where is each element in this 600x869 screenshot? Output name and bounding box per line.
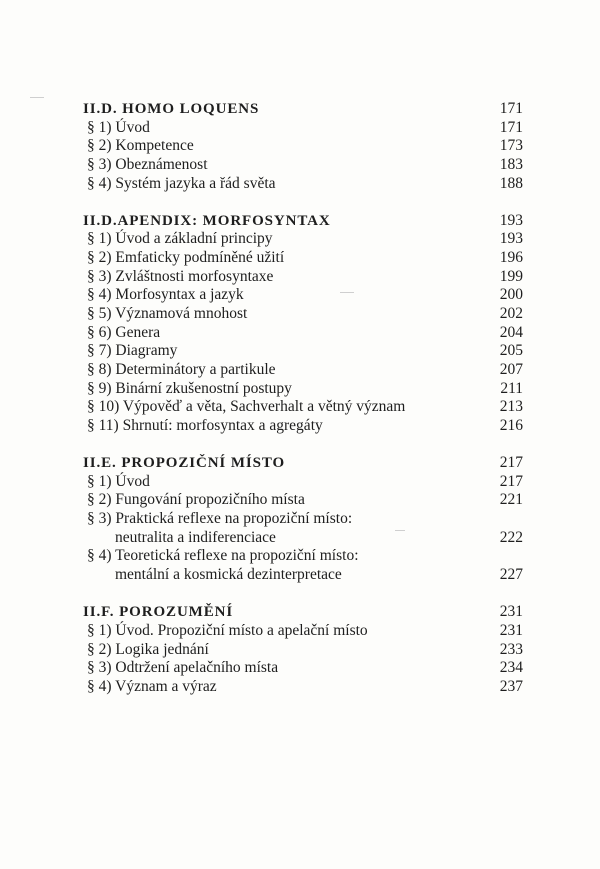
page-number: 217: [499, 454, 523, 472]
entry-title: § 11) Shrnutí: morfosyntax a agregáty: [87, 416, 323, 434]
entry-title: neutralita a indiferenciace: [115, 528, 276, 546]
page-number: 237: [499, 677, 523, 695]
section-heading: [0, 100, 600, 119]
entry-title: § 2) Fungování propozičního místa: [87, 491, 305, 509]
toc-entry: [0, 249, 600, 268]
toc-entry: [0, 324, 600, 343]
entry-title: § 3) Obeznámenost: [87, 155, 208, 173]
toc-entry: [0, 473, 600, 492]
page-number: 171: [499, 118, 523, 136]
section-heading: [0, 603, 600, 622]
section-heading: [0, 454, 600, 473]
page-number: 211: [500, 379, 523, 397]
page-number: 234: [499, 659, 523, 677]
toc-entry: [0, 137, 600, 156]
entry-title: § 4) Morfosyntax a jazyk: [87, 286, 244, 304]
toc-entry: [0, 547, 600, 566]
toc-entry: [0, 491, 600, 510]
entry-title: § 3) Praktická reflexe na propoziční místo:: [87, 510, 353, 528]
page-number: 227: [499, 566, 523, 584]
toc-entry: [0, 268, 600, 287]
section-title: II.D. HOMO LOQUENS: [83, 101, 260, 117]
page-number: 202: [499, 305, 523, 323]
page-number: 199: [499, 267, 523, 285]
entry-title: § 9) Binární zkušenostní postupy: [87, 379, 292, 397]
page-number: 173: [499, 137, 523, 155]
entry-title: § 2) Logika jednání: [87, 640, 209, 658]
toc-entry: [0, 417, 600, 436]
page-number: 231: [499, 603, 523, 621]
section-gap: [0, 436, 600, 455]
entry-title: § 1) Úvod: [87, 118, 150, 136]
page-number: 204: [499, 323, 523, 341]
section-gap: [0, 585, 600, 604]
entry-title: § 7) Diagramy: [87, 342, 178, 360]
entry-title: § 4) Systém jazyka a řád světa: [87, 174, 276, 192]
toc-entry: [0, 119, 600, 138]
toc-entry: [0, 566, 600, 585]
page-number: 222: [499, 528, 523, 546]
toc-entry: [0, 659, 600, 678]
toc-entry: [0, 286, 600, 305]
page-number: 188: [499, 174, 523, 192]
scan-speck: [30, 97, 44, 98]
page-number: 205: [499, 342, 523, 360]
page-number: 200: [499, 286, 523, 304]
page-number: 171: [499, 100, 523, 117]
toc-entry: [0, 398, 600, 417]
page-number: 231: [499, 621, 523, 639]
page-number: 216: [499, 416, 523, 434]
entry-title: § 1) Úvod: [87, 472, 150, 490]
toc-entry: [0, 678, 600, 697]
page-number: 221: [499, 491, 523, 509]
entry-title: § 4) Teoretická reflexe na propoziční místo:: [87, 547, 359, 565]
page-number: 193: [499, 211, 523, 229]
entry-title: § 1) Úvod. Propoziční místo a apelační místo: [87, 621, 368, 639]
entry-title: § 5) Významová mnohost: [87, 305, 248, 323]
toc-entry: [0, 342, 600, 361]
entry-title: § 4) Význam a výraz: [87, 677, 217, 695]
page-number: 213: [499, 398, 523, 416]
table-of-contents: [0, 100, 600, 697]
toc-entry: [0, 230, 600, 249]
entry-title: § 1) Úvod a základní principy: [87, 230, 273, 248]
page-number: 183: [499, 155, 523, 173]
toc-entry: [0, 510, 600, 529]
toc-entry: [0, 529, 600, 548]
section-heading: [0, 212, 600, 231]
section-title: II.E. PROPOZIČNÍ MÍSTO: [83, 455, 286, 472]
toc-entry: [0, 622, 600, 641]
entry-title: § 3) Zvláštnosti morfosyntaxe: [87, 267, 274, 285]
toc-entry: [0, 175, 600, 194]
section-title: II.F. POROZUMĚNÍ: [83, 604, 234, 621]
page-number: 196: [499, 249, 523, 267]
toc-entry: [0, 305, 600, 324]
entry-title: § 10) Výpověď a věta, Sachverhalt a větný význam: [87, 398, 406, 416]
toc-entry: [0, 641, 600, 660]
toc-entry: [0, 156, 600, 175]
page-number: 193: [499, 230, 523, 248]
page-number: 217: [499, 472, 523, 490]
toc-entry: [0, 361, 600, 380]
section-title: II.D.APENDIX: MORFOSYNTAX: [83, 212, 331, 229]
entry-title: § 3) Odtržení apelačního místa: [87, 659, 279, 677]
entry-title: § 6) Genera: [87, 323, 161, 341]
entry-title: § 2) Kompetence: [87, 137, 194, 155]
page-number: 207: [499, 360, 523, 378]
section-gap: [0, 193, 600, 212]
toc-entry: [0, 380, 600, 399]
entry-title: § 8) Determinátory a partikule: [87, 360, 276, 378]
page-number: 233: [499, 640, 523, 658]
entry-title: § 2) Emfaticky podmíněné užití: [87, 249, 285, 267]
entry-title: mentální a kosmická dezinterpretace: [115, 566, 342, 584]
